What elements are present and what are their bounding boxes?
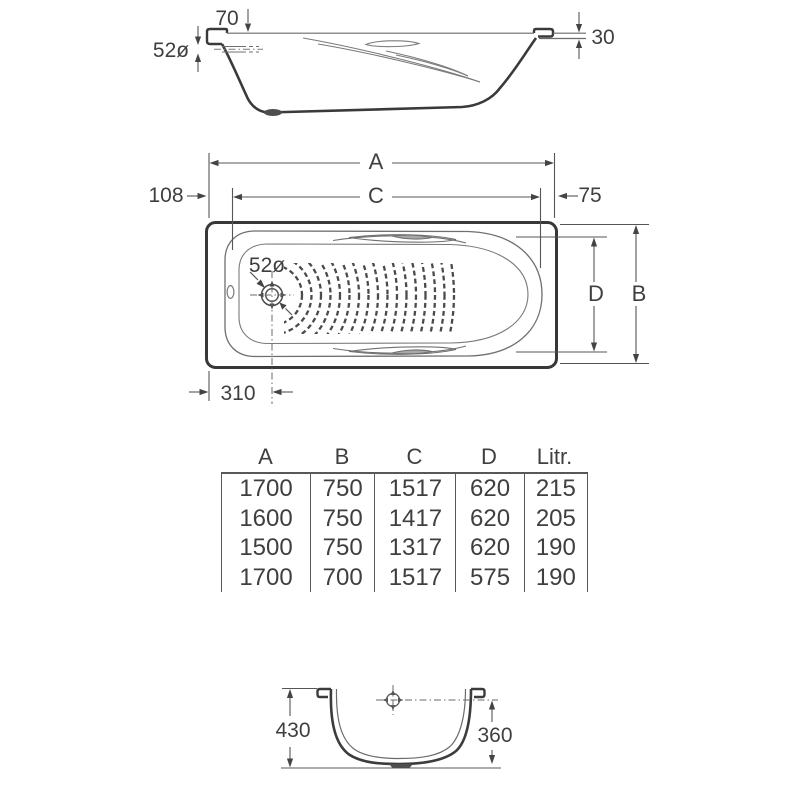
left-rim-roll [207, 29, 227, 44]
table-cell: 1700 [222, 563, 311, 593]
table-header: Litr. [536, 444, 573, 469]
table-row [222, 563, 587, 593]
table-cell: 700 [311, 563, 375, 593]
table-cell: 1517 [375, 563, 456, 593]
dim-inner-depth: 360 [471, 724, 519, 748]
dimensions-table [221, 443, 588, 592]
table-cell: 190 [535, 563, 576, 591]
table-cell: 620 [456, 533, 524, 563]
table-header: C [406, 444, 423, 469]
table-cell: 620 [456, 504, 524, 534]
table-row [222, 504, 587, 534]
section-dim-arrowheads [287, 689, 495, 768]
drain-diameter-leader [250, 272, 292, 315]
table-body [221, 472, 588, 592]
table-cell: 1700 [222, 474, 311, 504]
table-header: A [258, 444, 273, 469]
dim-head-offset: 108 [148, 184, 184, 207]
drain-outlet [264, 109, 282, 116]
table-cell: 205 [535, 504, 576, 532]
dim-label-A: A [360, 150, 392, 174]
dim-foot-offset: 75 [578, 184, 602, 207]
table-cell: 1517 [375, 474, 456, 504]
table-header: D [481, 444, 497, 469]
dim-rim-thickness: 30 [591, 26, 615, 49]
drain-bump [389, 764, 413, 768]
dim-drain-diameter-plan: 52ø [248, 254, 286, 277]
table-cell: 575 [456, 563, 524, 593]
overflow-hole [227, 286, 234, 299]
table-cell: 190 [535, 534, 576, 561]
right-rim-roll [534, 29, 553, 37]
dim-drain-offset: 310 [220, 382, 256, 405]
table-cell: 1417 [375, 504, 456, 534]
interior-contours [303, 38, 480, 82]
table-cell: 620 [456, 474, 524, 504]
dim-label-D: D [582, 282, 610, 306]
anti-slip-pattern [90, 113, 454, 477]
table-cell: 1500 [222, 533, 311, 563]
table-cell: 1600 [222, 504, 311, 534]
dim-rim-width: 70 [215, 7, 239, 30]
table-cell: 215 [535, 475, 576, 502]
table-header-row [221, 443, 588, 472]
table-header: B [334, 444, 350, 469]
table-cell: 750 [311, 474, 375, 504]
grip-handles [333, 235, 466, 355]
table-row [222, 533, 587, 563]
table-cell: 1317 [375, 533, 456, 563]
table-row [222, 474, 587, 504]
table-cell: 750 [311, 533, 375, 563]
dim-overflow-diameter-side: 52ø [152, 39, 190, 62]
dim-total-height: 430 [269, 719, 317, 743]
side-view [195, 9, 586, 116]
dim-label-B: B [625, 282, 653, 306]
table-cell: 750 [311, 504, 375, 534]
dim-label-C: C [360, 184, 392, 208]
